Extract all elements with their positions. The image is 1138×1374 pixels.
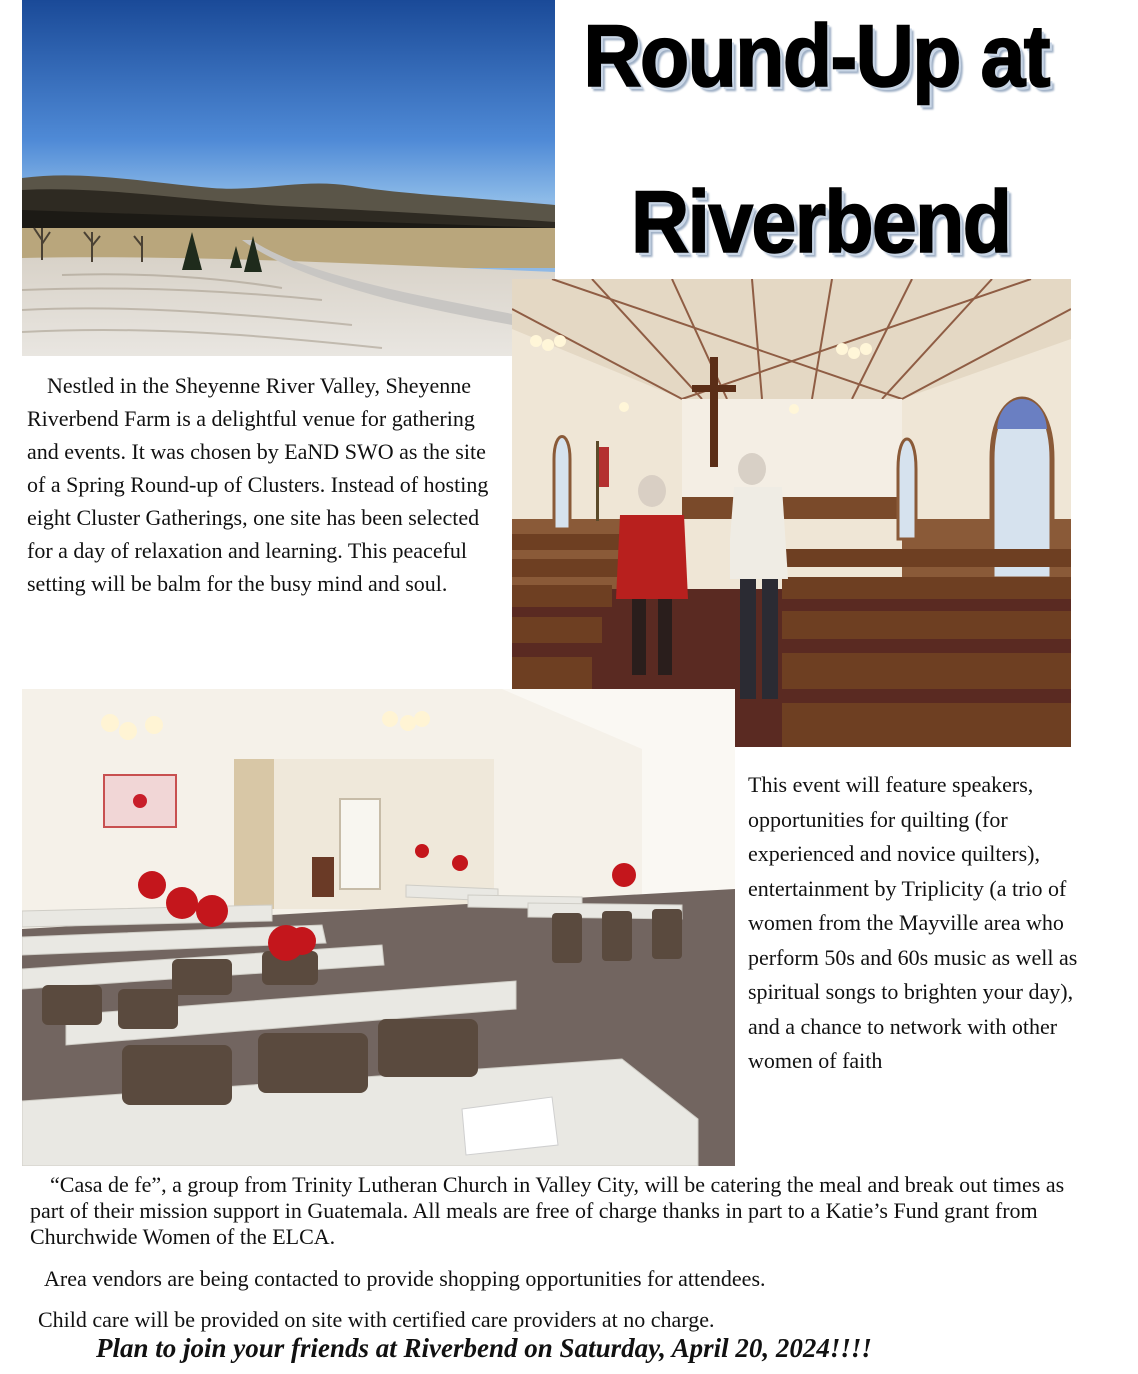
hall-illustration <box>22 689 735 1166</box>
church-illustration <box>512 279 1071 747</box>
closing-invitation: Plan to join your friends at Riverbend on Saturday, April 20, 2024!!!! <box>96 1333 872 1363</box>
catering-paragraph: “Casa de fe”, a group from Trinity Lutheran Church in Valley City, will be catering the meal and break out times as part of their mission support in Guatemala. All meals are free of charge thanks in part to a Katie’s Fund grant from Churchwide Women of the ELCA. <box>30 1172 1065 1249</box>
childcare-paragraph: Child care will be provided on site with certified care providers at no charge. <box>38 1307 715 1332</box>
title-line-1: Round-Up at <box>583 6 1049 105</box>
landscape-illustration <box>22 0 555 356</box>
vendors-paragraph: Area vendors are being contacted to provide shopping opportunities for attendees. <box>44 1266 766 1291</box>
fellowship-hall-photo <box>22 689 735 1166</box>
intro-paragraph: Nestled in the Sheyenne River Valley, Sheyenne Riverbend Farm is a delightful venue for gathering and events. It was chosen by EaND SWO as the site of a Spring Round-up of Clusters. Instead of hosting eight Cluster Gatherings, one site has been selected for a day of relaxation and learning. This peaceful setting will be balm for the busy mind and soul. <box>27 373 489 596</box>
title-line-2: Riverbend <box>630 172 1011 271</box>
page-title <box>577 4 1055 270</box>
event-paragraph: This event will feature speakers, opportunities for quilting (for experienced and novice quilters), entertainment by Triplicity (a trio of women from the Mayville area who perform 50s and 60s music as well as spiritual songs to brighten your day), and a chance to network with other women of faith <box>748 772 1078 1073</box>
landscape-photo <box>22 0 555 356</box>
church-interior-photo <box>512 279 1071 747</box>
